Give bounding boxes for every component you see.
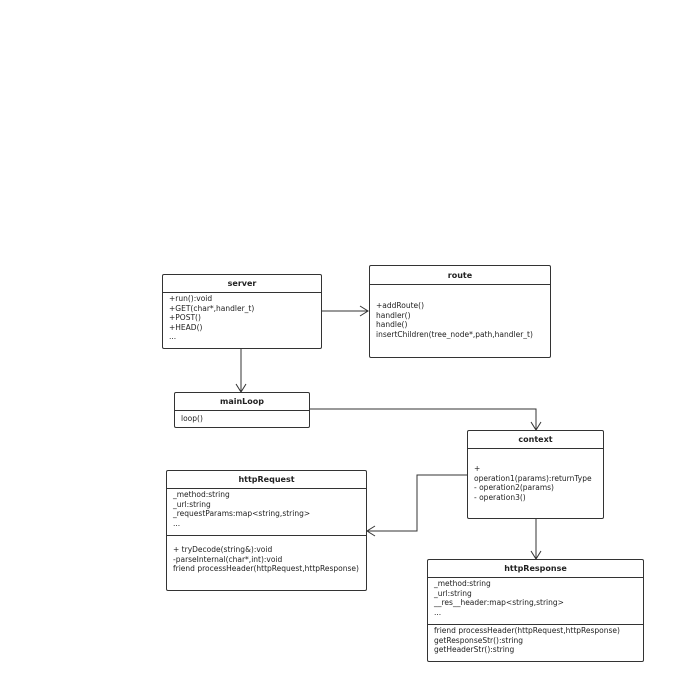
member: - operation2(params) xyxy=(474,483,554,493)
member: +HEAD() xyxy=(169,322,203,332)
class-context-members xyxy=(468,449,603,502)
member: + xyxy=(474,464,481,473)
class-server-title: server xyxy=(163,275,321,293)
member: handle() xyxy=(376,320,408,330)
member: +addRoute() xyxy=(376,301,425,310)
attribute: ... xyxy=(173,518,181,528)
operation: getResponseStr():string xyxy=(434,635,524,645)
class-mainloop xyxy=(174,392,310,428)
attribute: __res__header:map<string,string> xyxy=(434,598,564,608)
class-server xyxy=(162,274,322,349)
class-route-members xyxy=(370,285,550,339)
class-server-members xyxy=(163,293,321,342)
member: loop() xyxy=(181,414,203,423)
class-mainloop-title: mainLoop xyxy=(175,393,309,411)
arrow-mainloop-to-context xyxy=(310,409,536,430)
class-httprequest-operations xyxy=(167,536,366,574)
member: handler() xyxy=(376,310,411,320)
attribute: _requestParams:map<string,string> xyxy=(173,509,311,519)
attribute: _method:string xyxy=(434,579,491,588)
attribute: _url:string xyxy=(173,499,211,509)
class-httpresponse-title: httpResponse xyxy=(428,560,643,578)
attribute: ... xyxy=(434,607,442,617)
operation: getHeaderStr():string xyxy=(434,645,515,655)
operation: -parseInternal(char*,int):void xyxy=(173,554,283,564)
member: +POST() xyxy=(169,313,201,323)
class-httprequest-title: httpRequest xyxy=(167,471,366,489)
member: +run():void xyxy=(169,294,213,303)
arrow-context-to-httprequest xyxy=(367,475,468,531)
class-route-title: route xyxy=(370,266,550,285)
class-mainloop-members xyxy=(175,411,309,424)
class-httpresponse-operations xyxy=(428,625,643,655)
operation: friend processHeader(httpRequest,httpResponse) xyxy=(173,564,359,574)
attribute: _url:string xyxy=(434,588,472,598)
member: ... xyxy=(169,332,177,342)
class-route xyxy=(369,265,551,358)
class-httprequest-attributes xyxy=(167,489,366,536)
operation: + tryDecode(string&):void xyxy=(173,545,273,554)
attribute: _method:string xyxy=(173,490,230,499)
class-httprequest xyxy=(166,470,367,591)
operation: friend processHeader(httpRequest,httpResponse) xyxy=(434,626,620,635)
class-httpresponse xyxy=(427,559,644,662)
member: - operation3() xyxy=(474,492,526,502)
class-context xyxy=(467,430,604,519)
class-context-title: context xyxy=(468,431,603,449)
class-httpresponse-attributes xyxy=(428,578,643,625)
member: operation1(params):returnType xyxy=(474,473,592,483)
member: +GET(char*,handler_t) xyxy=(169,303,255,313)
member: insertChildren(tree_node*,path,handler_t) xyxy=(376,329,533,339)
